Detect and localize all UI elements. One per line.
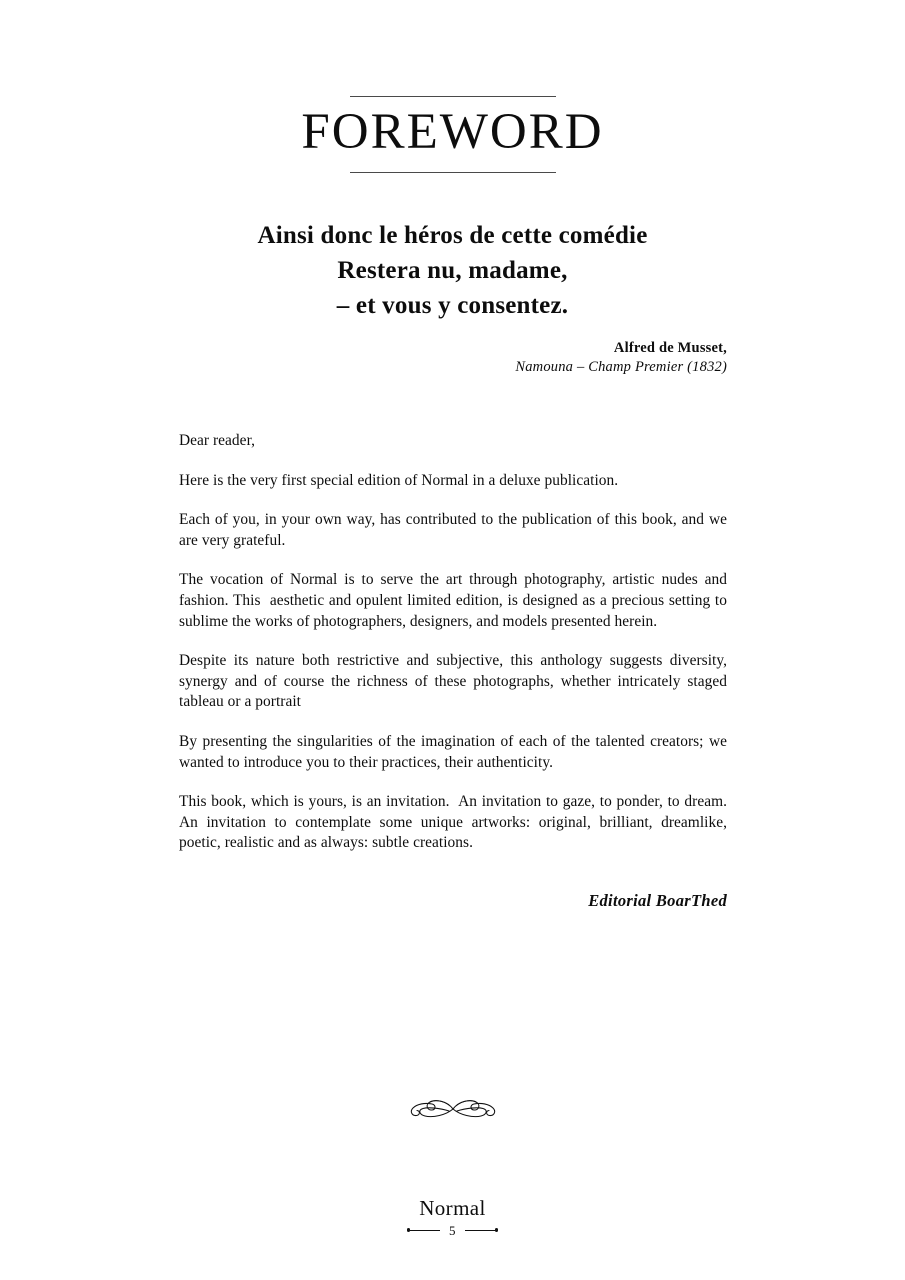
body-paragraph: Dear reader, bbox=[179, 432, 256, 449]
title-rule-top bbox=[350, 96, 556, 97]
body-paragraph: This book, which is yours, is an invitation. An invitation to gaze, to ponder, to dream. An invitation to contemplate some unique artworks: original, brilliant, dreamlike, poetic, realistic and as always: subtle creations. bbox=[179, 793, 735, 852]
folio-dot-right bbox=[495, 1228, 498, 1231]
title-block bbox=[0, 96, 905, 173]
epigraph-line-1: Ainsi donc le héros de cette comédie bbox=[257, 222, 648, 249]
title-rule-bottom bbox=[350, 172, 556, 173]
body-paragraph: Despite its nature both restrictive and subjective, this anthology suggests diversity, synergy and of course the richness of these photographs, whether intricately staged tableau or a portrait bbox=[179, 652, 731, 711]
footer-brand: Normal bbox=[419, 1196, 486, 1220]
page-footer bbox=[0, 1196, 905, 1237]
epigraph-attribution bbox=[179, 339, 727, 377]
epigraph-line-2: Restera nu, madame, bbox=[337, 257, 568, 284]
page-title: FOREWORD bbox=[301, 104, 604, 160]
flourish-ornament bbox=[0, 1094, 905, 1124]
epigraph-line-3: – et vous y consentez. bbox=[336, 292, 569, 319]
body-paragraph: Each of you, in your own way, has contributed to the publication of this book, and we are very grateful. bbox=[179, 511, 731, 549]
epigraph-author: Alfred de Musset, bbox=[613, 340, 727, 356]
editorial-signature: Editorial BoarThed bbox=[588, 891, 727, 910]
calligraphic-flourish-icon bbox=[403, 1094, 503, 1124]
page-number: 5 bbox=[449, 1222, 456, 1238]
body-copy bbox=[179, 431, 735, 854]
body-paragraph: Here is the very first special edition of Normal in a deluxe publication. bbox=[179, 471, 619, 489]
epigraph-source: Namouna – Champ Premier (1832) bbox=[515, 359, 727, 375]
body-paragraph: By presenting the singularities of the imagination of each of the talented creators; we wanted to introduce you to their practices, their authenticity. bbox=[179, 732, 731, 771]
folio-rule-left bbox=[410, 1230, 440, 1231]
folio-rule-right bbox=[465, 1230, 495, 1231]
epigraph bbox=[0, 218, 905, 323]
folio-block bbox=[0, 1223, 905, 1237]
body-paragraph: The vocation of Normal is to serve the art through photography, artistic nudes and fashion. This aesthetic and opulent limited edition, is designed as a precious setting to sublime the works of photographers, designers, and models presented herein. bbox=[179, 571, 731, 630]
